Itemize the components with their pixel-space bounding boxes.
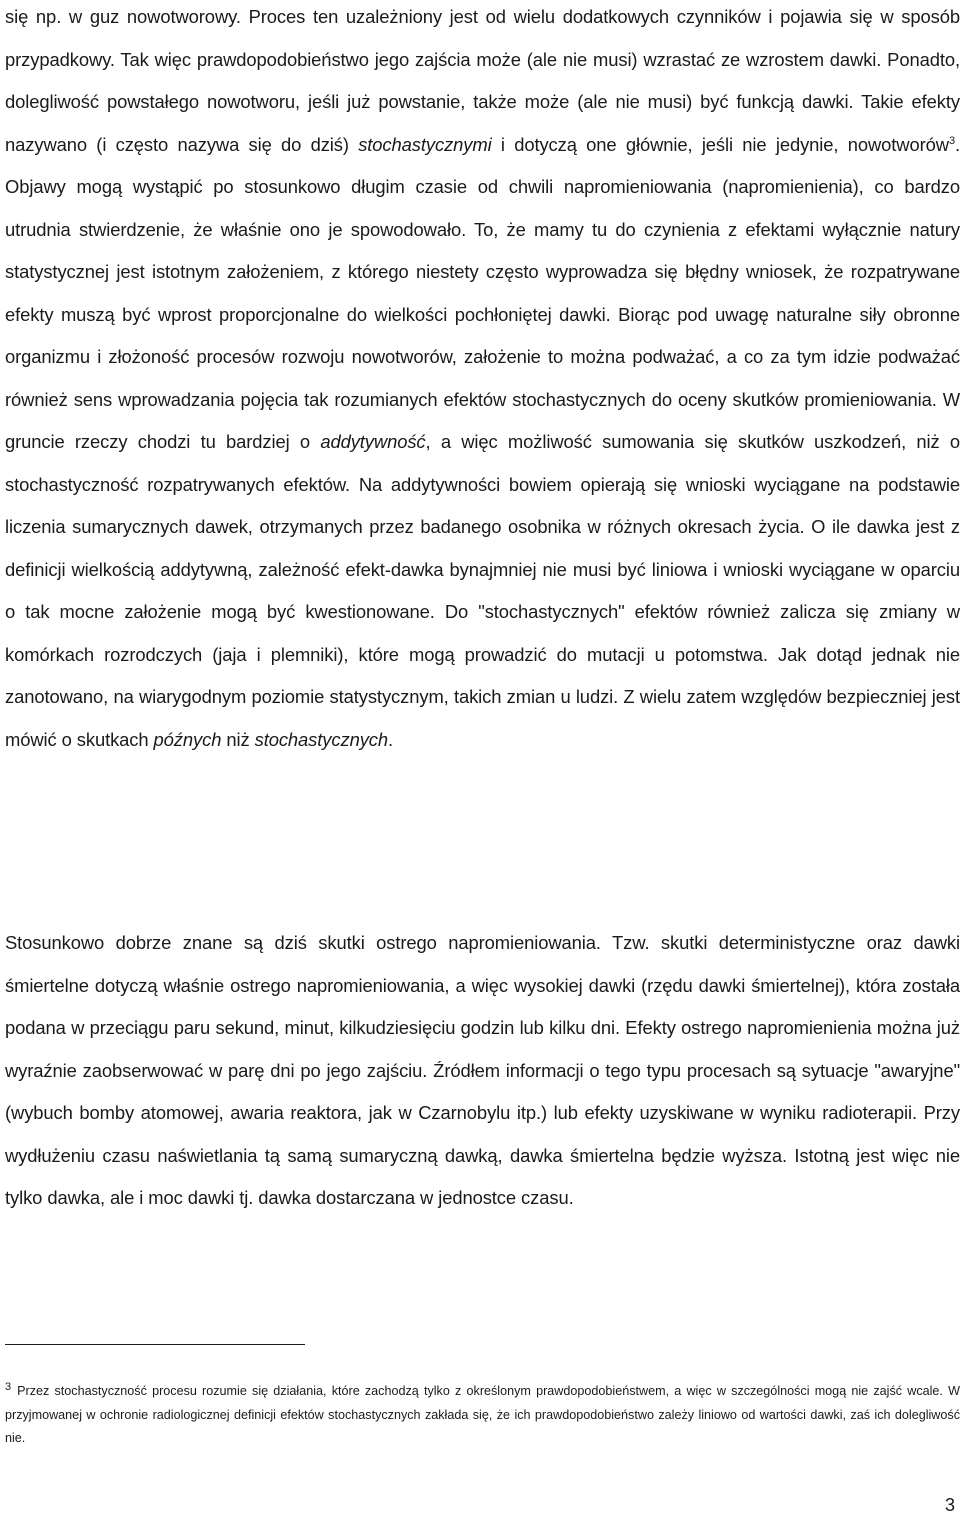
paragraph-text: niż (221, 728, 255, 750)
italic-term: stochastycznymi (358, 133, 492, 155)
footnote-text: Przez stochastyczność procesu rozumie się działania, które zachodzą tylko z określonym prawdopodobieństwem, a więc w szczególności mogą nie zajść wcale. W przyjmowanej w ochronie radiologicznej definicji efektów stochastycznych zakłada się, że ich prawdopodobieństwo zależy liniowo od wartości dawki, zaś ich dolegliwość nie. (5, 1384, 960, 1445)
italic-term: późnych (153, 728, 222, 750)
paragraph-acute-irradiation: Stosunkowo dobrze znane są dziś skutki ostrego napromieniowania. Tzw. skutki deterministyczne oraz dawki śmiertelne dotyczą właśnie ostrego napromieniowania, a więc wysokiej dawki (rzędu dawki śmiertelnej), która została podana w przeciągu paru sekund, minut, kilkudziesięciu godzin lub kilku dni. Efekty ostrego napromienienia można już wyraźnie zaobserwować w parę dni po jego zajściu. Źródłem informacji o tego typu procesach są sytuacje "awaryjne" (wybuch bomby atomowej, awaria reaktora, jak w Czarnobylu itp.) lub efekty uzyskiwane w wyniku radioterapii. Przy wydłużeniu czasu naświetlania tą samą sumaryczną dawką, dawka śmiertelna będzie wyższa. Istotną jest więc nie tylko dawka, ale i moc dawki tj. dawka dostarczana w jednostce czasu. (5, 932, 960, 1208)
page-number: 3 (944, 1495, 955, 1515)
italic-term: stochastycznych (254, 728, 389, 750)
paragraph-text: . (388, 728, 394, 750)
paragraph-stochastic-effects (5, 0, 960, 761)
footnote-marker: 3 (5, 1380, 12, 1393)
paragraph-text: . Objawy mogą wystąpić po stosunkowo długim czasie od chwili napromieniowania (napromienienia), co bardzo utrudnia stwierdzenie, że właśnie ono je spowodowało. To, że mamy tu do czynienia z efektami wyłącznie natury statystycznej jest istotnym założeniem, z którego niestety często wyprowadza się błędny wniosek, że rozpatrywane efekty muszą być wprost proporcjonalne do wielkości pochłoniętej dawki. Biorąc pod uwagę naturalne siły obronne organizmu i złożoność procesów rozwoju nowotworów, założenie to można podważać, a co za tym idzie podważać również sens wprowadzania pojęcia tak rozumianych efektów stochastycznych do oceny skutków promieniowania. W gruncie rzeczy chodzi tu bardziej o (5, 133, 960, 452)
paragraph-text: i dotyczą one głównie, jeśli nie jedynie, nowotworów (491, 133, 949, 155)
footnote-reference[interactable]: 3 (948, 134, 955, 147)
italic-term: addytywność (320, 431, 426, 452)
footnote (5, 1380, 960, 1451)
footnote-divider (5, 1344, 305, 1345)
paragraph-text: się np. w guz nowotworowy. Proces ten uzależniony jest od wielu dodatkowych czynników i pojawia się w sposób przypadkowy. Tak więc prawdopodobieństwo jego zajścia może (ale nie musi) wzrastać ze wzrostem dawki. Ponadto, dolegliwość powstałego nowotworu, jeśli już powstanie, także może (ale nie musi) być funkcją dawki. Takie efekty nazywano (i często nazywa się do dziś) (5, 6, 960, 155)
paragraph-text: , a więc możliwość sumowania się skutków uszkodzeń, niż o stochastyczność rozpatrywanych efektów. Na addytywności bowiem opierają się wnioski wyciągane na podstawie liczenia sumarycznych dawek, otrzymanych przez badanego osobnika w różnych okresach życia. O ile dawka jest z definicji wielkością addytywną, zależność efekt-dawka bynajmniej nie musi być liniowa i wnioski wyciągane w oparciu o tak mocne założenie mogą być kwestionowane. Do "stochastycznych" efektów również zalicza się zmiany w komórkach rozrodczych (jaja i plemniki), które mogą prowadzić do mutacji u potomstwa. Jak dotąd jednak nie zanotowano, na wiarygodnym poziomie statystycznym, takich zmian u ludzi. Z wielu zatem względów bezpieczniej jest mówić o skutkach (5, 431, 960, 750)
